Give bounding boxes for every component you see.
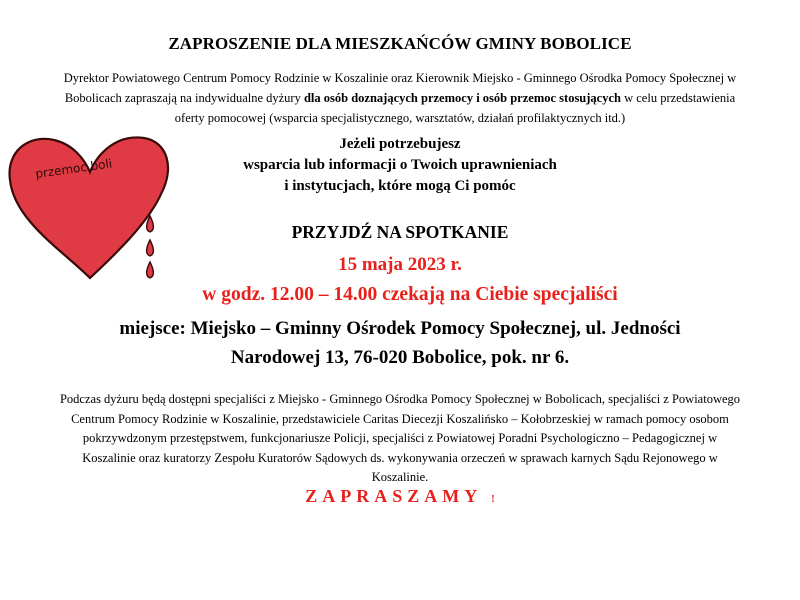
invitation-footer [0, 486, 800, 507]
question-block [200, 134, 600, 197]
question-line-1: Jeżeli potrzebujesz [339, 136, 461, 152]
place-line-2: Narodowej 13, 76-020 Bobolice, pok. nr 6. [230, 347, 570, 368]
intro-text-2: w celu przedstawienia oferty pomocowej (wsparcia specjalistycznego, warsztatów, działań profilaktycznych itd.) [174, 91, 736, 125]
invitation-exclamation: ! [491, 493, 495, 505]
blood-drop-1 [147, 216, 154, 232]
heart-label: przemoc boli [34, 156, 113, 181]
heart-drawing [2, 128, 177, 288]
page-title: ZAPROSZENIE DLA MIESZKAŃCÓW GMINY BOBOLICE [168, 34, 632, 53]
invitation-text: ZAPRASZAMY [305, 486, 482, 506]
intro-paragraph [50, 68, 750, 128]
blood-drop-2 [147, 240, 154, 256]
details-paragraph: Podczas dyżuru będą dostępni specjaliści z Miejsko - Gminnego Ośrodka Pomocy Społecznej w Bobolicach, specjaliści z Powiatowego Centrum Pomocy Rodzinie w Koszalinie, przedstawiciele Caritas Diecezji Koszalińsko – Kołobrzeskiej w ramach pomocy osobom pokrzywdzonym przestępstwem, funkcjonariusze Policji, specjaliści z Powiatowej Poradni Psychologiczno – Pedagogicznej w Koszalinie oraz kuratorzy Zespołu Kuratorów Sądowych ds. wykonywania orzeczeń w sprawach karnych Sądu Rejonowego w Koszalinie. [59, 392, 741, 484]
question-line-3: i instytucjach, które mogą Ci pomóc [284, 178, 516, 194]
place-line-1: miejsce: Miejsko – Gminny Ośrodek Pomocy Społecznej, ul. Jedności [119, 318, 681, 339]
meeting-date: 15 maja 2023 r. [338, 254, 462, 275]
question-line-2: wsparcia lub informacji o Twoich uprawnieniach [243, 157, 557, 173]
meeting-hours: w godz. 12.00 – 14.00 czekają na Ciebie specjaliści [202, 284, 618, 305]
meeting-place [40, 314, 760, 372]
blood-drop-3 [147, 262, 154, 278]
intro-text-1: Dyrektor Powiatowego Centrum Pomocy Rodzinie w Koszalinie oraz Kierownik Miejsko - Gminnego Ośrodka Pomocy Społecznej w Bobolicach zapraszają na indywidualne dyżury [63, 71, 737, 105]
meeting-heading: PRZYJDŹ NA SPOTKANIE [291, 222, 509, 242]
intro-bold-text: dla osób doznających przemocy i osób przemoc stosujących [303, 91, 621, 105]
